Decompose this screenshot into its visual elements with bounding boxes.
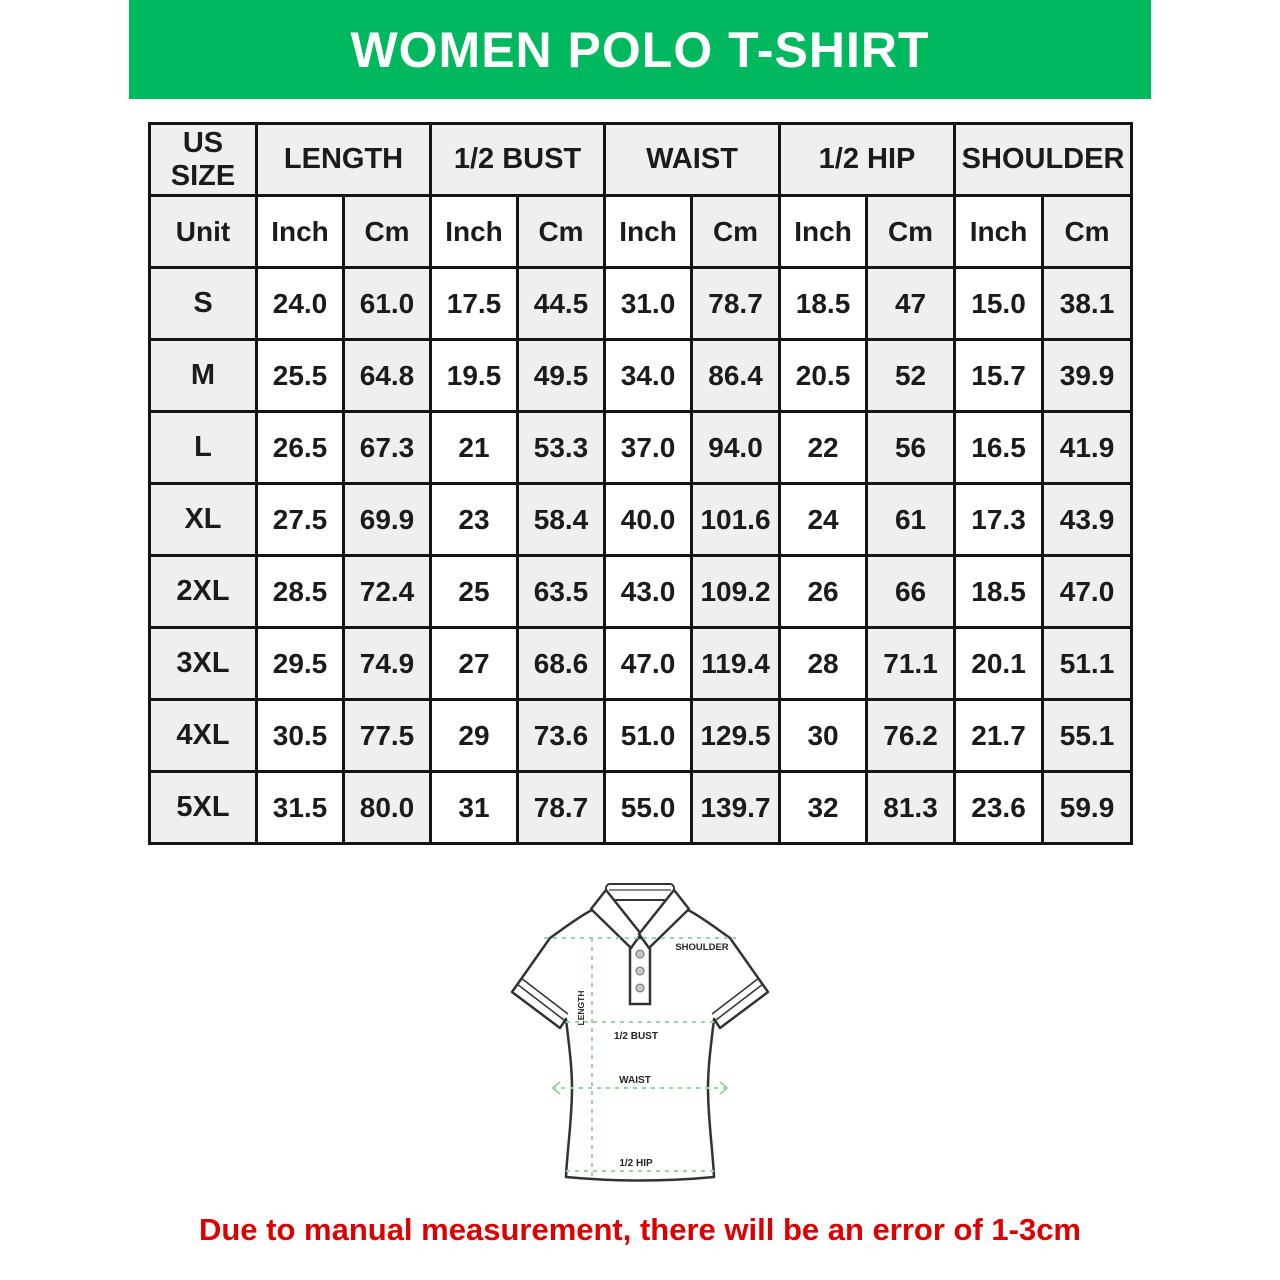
button-icon <box>636 984 644 992</box>
unit-cm-cell: Cm <box>1043 196 1132 268</box>
value-cell: 51.1 <box>1043 628 1132 700</box>
value-cell: 64.8 <box>344 340 431 412</box>
value-cell: 39.9 <box>1043 340 1132 412</box>
header-shoulder: SHOULDER <box>955 124 1132 196</box>
size-cell: 4XL <box>150 700 257 772</box>
value-cell: 71.1 <box>867 628 955 700</box>
value-cell: 18.5 <box>780 268 867 340</box>
page-title: WOMEN POLO T-SHIRT <box>350 21 930 78</box>
table-row <box>150 772 1132 844</box>
value-cell: 26.5 <box>257 412 344 484</box>
size-cell: L <box>150 412 257 484</box>
value-cell: 73.6 <box>518 700 605 772</box>
value-cell: 16.5 <box>955 412 1043 484</box>
value-cell: 25.5 <box>257 340 344 412</box>
value-cell: 31.0 <box>605 268 692 340</box>
value-cell: 30 <box>780 700 867 772</box>
value-cell: 74.9 <box>344 628 431 700</box>
value-cell: 40.0 <box>605 484 692 556</box>
value-cell: 28 <box>780 628 867 700</box>
size-cell: XL <box>150 484 257 556</box>
unit-inch-cell: Inch <box>605 196 692 268</box>
shoulder-measure-label: SHOULDER <box>675 942 729 953</box>
value-cell: 30.5 <box>257 700 344 772</box>
value-cell: 29 <box>431 700 518 772</box>
value-cell: 28.5 <box>257 556 344 628</box>
waist-measure-label: WAIST <box>619 1075 651 1086</box>
header-length: LENGTH <box>257 124 431 196</box>
value-cell: 17.3 <box>955 484 1043 556</box>
value-cell: 61 <box>867 484 955 556</box>
value-cell: 51.0 <box>605 700 692 772</box>
unit-label-cell: Unit <box>150 196 257 268</box>
value-cell: 47.0 <box>1043 556 1132 628</box>
value-cell: 47 <box>867 268 955 340</box>
size-cell: S <box>150 268 257 340</box>
value-cell: 59.9 <box>1043 772 1132 844</box>
value-cell: 109.2 <box>692 556 780 628</box>
value-cell: 31.5 <box>257 772 344 844</box>
value-cell: 72.4 <box>344 556 431 628</box>
unit-cm-cell: Cm <box>344 196 431 268</box>
bust-measure-label: 1/2 BUST <box>614 1031 658 1042</box>
unit-cm-cell: Cm <box>867 196 955 268</box>
value-cell: 129.5 <box>692 700 780 772</box>
value-cell: 17.5 <box>431 268 518 340</box>
value-cell: 29.5 <box>257 628 344 700</box>
value-cell: 32 <box>780 772 867 844</box>
value-cell: 53.3 <box>518 412 605 484</box>
value-cell: 78.7 <box>518 772 605 844</box>
unit-inch-cell: Inch <box>257 196 344 268</box>
value-cell: 24.0 <box>257 268 344 340</box>
size-cell: 2XL <box>150 556 257 628</box>
header-waist: WAIST <box>605 124 780 196</box>
value-cell: 47.0 <box>605 628 692 700</box>
value-cell: 63.5 <box>518 556 605 628</box>
value-cell: 78.7 <box>692 268 780 340</box>
value-cell: 22 <box>780 412 867 484</box>
unit-header-row <box>150 196 1132 268</box>
value-cell: 94.0 <box>692 412 780 484</box>
value-cell: 19.5 <box>431 340 518 412</box>
unit-inch-cell: Inch <box>780 196 867 268</box>
value-cell: 55.0 <box>605 772 692 844</box>
value-cell: 20.1 <box>955 628 1043 700</box>
value-cell: 101.6 <box>692 484 780 556</box>
value-cell: 69.9 <box>344 484 431 556</box>
table-row <box>150 700 1132 772</box>
value-cell: 23 <box>431 484 518 556</box>
value-cell: 77.5 <box>344 700 431 772</box>
unit-inch-cell: Inch <box>955 196 1043 268</box>
table-row <box>150 556 1132 628</box>
polo-shirt-illustration <box>475 880 805 1210</box>
value-cell: 76.2 <box>867 700 955 772</box>
value-cell: 24 <box>780 484 867 556</box>
value-cell: 27.5 <box>257 484 344 556</box>
button-icon <box>636 950 644 958</box>
table-row <box>150 484 1132 556</box>
value-cell: 56 <box>867 412 955 484</box>
value-cell: 27 <box>431 628 518 700</box>
value-cell: 44.5 <box>518 268 605 340</box>
value-cell: 20.5 <box>780 340 867 412</box>
unit-inch-cell: Inch <box>431 196 518 268</box>
unit-cm-cell: Cm <box>692 196 780 268</box>
collar-band <box>606 884 674 900</box>
value-cell: 68.6 <box>518 628 605 700</box>
value-cell: 37.0 <box>605 412 692 484</box>
table-row <box>150 268 1132 340</box>
value-cell: 18.5 <box>955 556 1043 628</box>
value-cell: 61.0 <box>344 268 431 340</box>
value-cell: 52 <box>867 340 955 412</box>
value-cell: 80.0 <box>344 772 431 844</box>
table-row <box>150 340 1132 412</box>
value-cell: 15.0 <box>955 268 1043 340</box>
value-cell: 15.7 <box>955 340 1043 412</box>
value-cell: 49.5 <box>518 340 605 412</box>
hip-measure-label: 1/2 HIP <box>619 1158 653 1169</box>
table-row <box>150 628 1132 700</box>
button-icon <box>636 967 644 975</box>
polo-diagram <box>0 880 1280 1210</box>
value-cell: 43.9 <box>1043 484 1132 556</box>
size-chart-table <box>148 122 1133 845</box>
size-cell: M <box>150 340 257 412</box>
value-cell: 31 <box>431 772 518 844</box>
value-cell: 119.4 <box>692 628 780 700</box>
value-cell: 86.4 <box>692 340 780 412</box>
value-cell: 58.4 <box>518 484 605 556</box>
value-cell: 81.3 <box>867 772 955 844</box>
title-banner <box>129 0 1151 99</box>
value-cell: 67.3 <box>344 412 431 484</box>
value-cell: 139.7 <box>692 772 780 844</box>
value-cell: 21 <box>431 412 518 484</box>
table-row <box>150 412 1132 484</box>
disclaimer-text: Due to manual measurement, there will be an error of 1-3cm <box>198 1212 1082 1247</box>
value-cell: 41.9 <box>1043 412 1132 484</box>
header-half-hip: 1/2 HIP <box>780 124 955 196</box>
value-cell: 38.1 <box>1043 268 1132 340</box>
value-cell: 66 <box>867 556 955 628</box>
value-cell: 21.7 <box>955 700 1043 772</box>
group-header-row <box>150 124 1132 196</box>
value-cell: 23.6 <box>955 772 1043 844</box>
waist-left-arrow-icon <box>553 1082 560 1094</box>
value-cell: 55.1 <box>1043 700 1132 772</box>
value-cell: 25 <box>431 556 518 628</box>
size-cell: 3XL <box>150 628 257 700</box>
header-us-size: US SIZE <box>150 124 257 196</box>
value-cell: 43.0 <box>605 556 692 628</box>
length-measure-label: LENGTH <box>576 990 586 1026</box>
header-half-bust: 1/2 BUST <box>431 124 605 196</box>
value-cell: 34.0 <box>605 340 692 412</box>
size-chart-body <box>150 268 1132 844</box>
size-cell: 5XL <box>150 772 257 844</box>
value-cell: 26 <box>780 556 867 628</box>
unit-cm-cell: Cm <box>518 196 605 268</box>
